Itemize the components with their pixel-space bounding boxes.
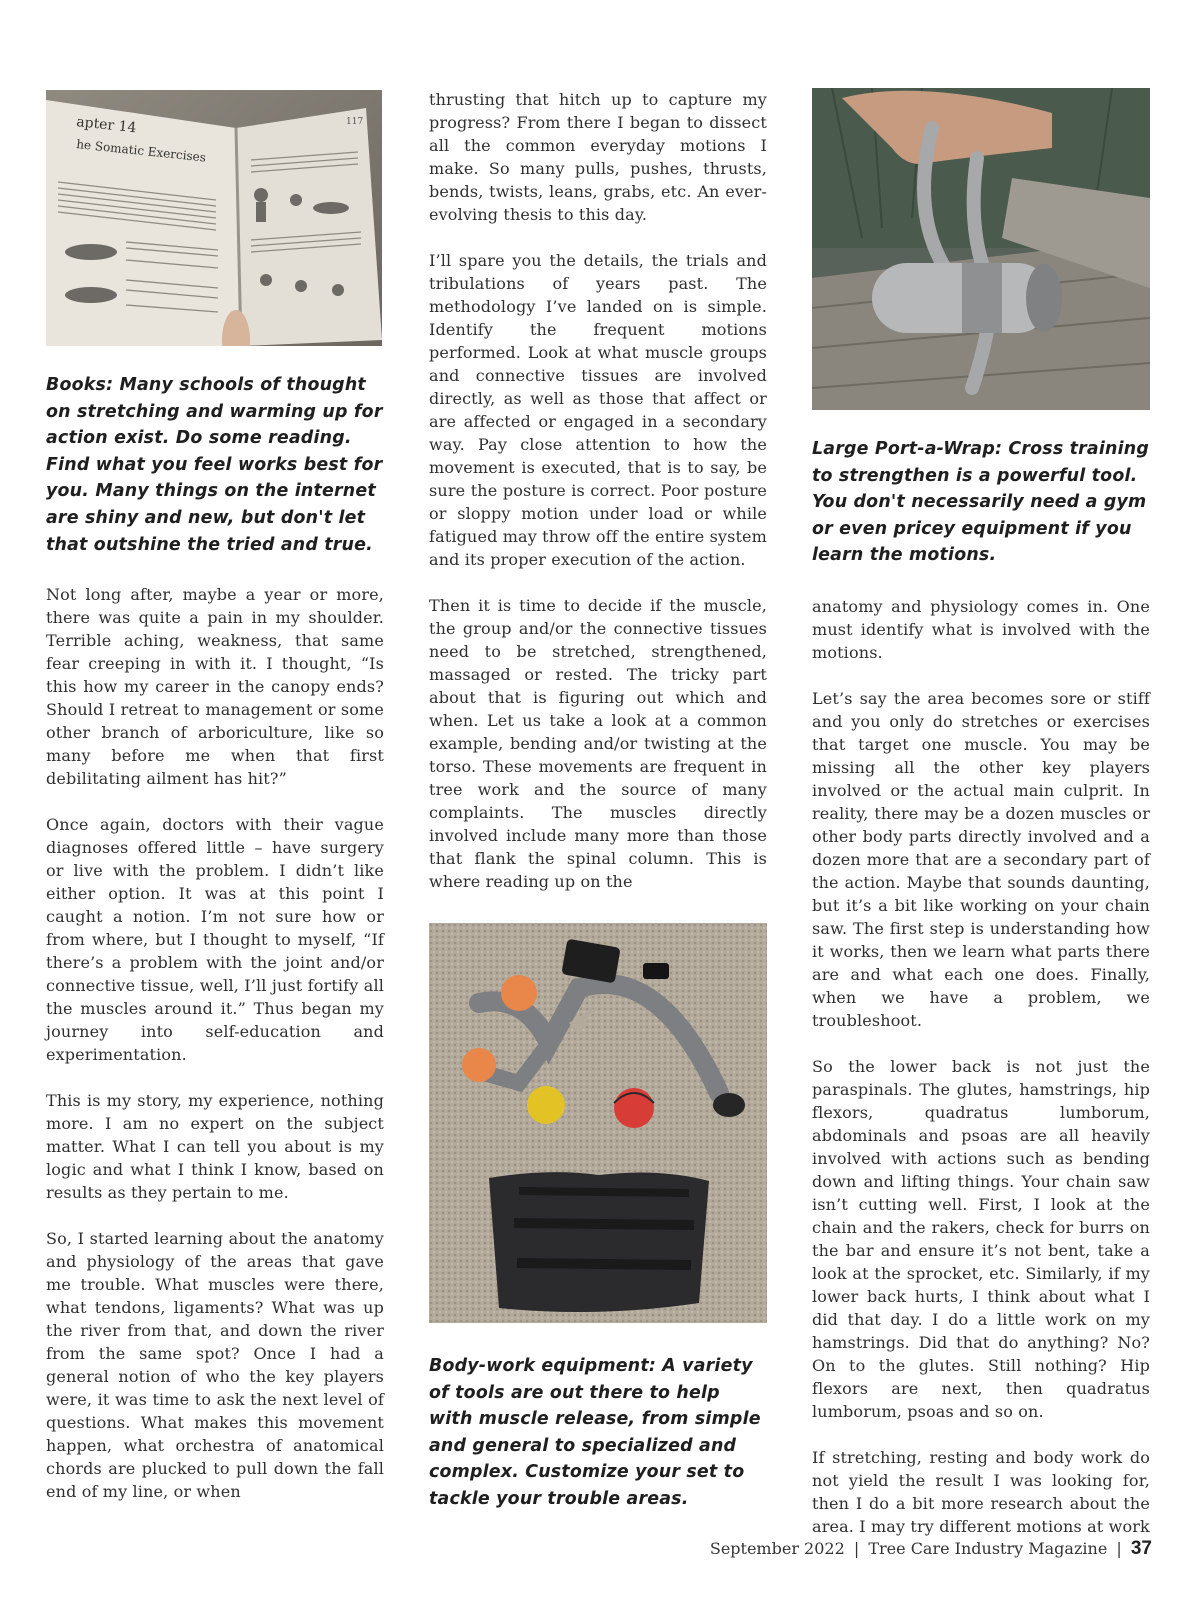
col2-paragraph-1: thrusting that hitch up to capture my progress? From there I began to dissect all the common everyday motions I make. So many pulls, pushes, thrusts, bends, twists, leans, grabs, etc. An ever-evolving thesis to this day. [429,90,767,224]
bodywork-photo [429,923,767,1323]
column-1 [46,90,384,1503]
bodywork-tools-image [429,923,767,1323]
books-caption: Books: Many schools of thought on stretching and warming up for action exist. Do some reading. Find what you feel works best for you. Many things on the internet are shiny and new, but don't let that outshine the tried and true. [46,375,383,555]
book-chapter-text: apter 14 [75,114,138,137]
footer-date: September 2022 [709,1539,845,1558]
page-footer [710,1538,1152,1560]
col1-paragraph-4: So, I started learning about the anatomy and physiology of the areas that gave me trouble. What muscles were there, what tendons, ligaments? What was up the river from that, and down the river from the same spot? Once I had a general notion of who the key players were, it was time to ask the next level of questions. What makes this movement happen, what orchestra of anatomical chords are plucked to pull down the fall end of my line, or when [46,1229,384,1502]
footer-separator: | [853,1539,860,1558]
books-photo [46,90,382,346]
port-a-wrap-caption: Large Port-a-Wrap: Cross training to strengthen is a powerful tool. You don't necessarily need a gym or even pricey equipment if you learn the motions. [812,439,1149,566]
col1-paragraph-2: Once again, doctors with their vague diagnoses offered little – have surgery or live with the problem. I didn’t like either option. It was at this point I caught a notion. I’m not sure how or from where, but I thought to myself, “If there’s a problem with the joint and/or connective tissue, well, I’ll just fortify all the muscles around it.” Thus began my journey into self-education and experimentation. [46,815,384,1065]
book-page-number: 117 [346,117,364,127]
col3-paragraph-2: Let’s say the area becomes sore or stiff and you only do stretches or exercises that target one muscle. You may be missing all the other key players involved or the actual main culprit. In reality, there may be a dozen muscles or other body parts directly involved and a dozen more that are a secondary part of the action. Maybe that sounds daunting, but it’s a bit like working on your chain saw. The first step is understanding how it works, then we learn what parts there are and what each one does. Finally, when we have a problem, we troubleshoot. [812,688,1150,1030]
col1-paragraph-1: Not long after, maybe a year or more, there was quite a pain in my shoulder. Terrible aching, weakness, that same fear creeping in with it. I thought, “Is this how my career in the canopy ends? Should I retreat to management or some other branch of arboriculture, like so many before me when that first debilitating ailment has hit?” [46,585,384,789]
col2-paragraph-3: Then it is time to decide if the muscle, the group and/or the connective tissues need to be stretched, strengthened, massaged or rested. The tricky part about that is figuring out which and when. Let us take a look at a common example, bending and/or twisting at the torso. These movements are frequent in tree work and the source of many complaints. The muscles directly involved include many more than those that flank the spinal column. This is where reading up on the [429,596,767,891]
col2-paragraph-2: I’ll spare you the details, the trials and tribulations of years past. The methodology I’ve landed on is simple. Identify the frequent motions performed. Look at what muscle groups and connective tissues are involved directly, as well as those that affect or are affected or engaged in a secondary way. Pay close attention to how the movement is executed, that is to say, be sure the posture is correct. Poor posture or sloppy motion under load or while fatigued may throw off the entire system and its proper execution of the action. [429,251,767,569]
open-book-image [46,90,382,346]
page-number: 37 [1130,1538,1152,1559]
book-title-text: he Somatic Exercises [75,137,207,165]
col3-paragraph-3: So the lower back is not just the paraspinals. The glutes, hamstrings, hip flexors, quadratus lumborum, abdominals and psoas are all heavily involved with actions such as bending down and lifting things. Your chain saw isn’t cutting well. First, I look at the chain and the rakers, check for burrs on the bar and ensure it’s not bent, take a look at the sprocket, etc. Similarly, if my lower back hurts, I think about what I did that day. I do a little work on my hamstrings. Did that do anything? No? On to the glutes. Still nothing? Hip flexors are next, then quadratus lumborum, psoas and so on. [812,1056,1150,1421]
port-a-wrap-photo [812,88,1150,410]
footer-magazine-name: Tree Care Industry Magazine [868,1539,1108,1558]
port-a-wrap-image [812,88,1150,410]
bodywork-caption: Body-work equipment: A variety of tools are out there to help with muscle release, from simple and general to specialized and complex. Customize your set to tackle your trouble areas. [429,1356,761,1509]
footer-separator-2: | [1116,1539,1122,1558]
column-2 [429,88,767,1513]
col1-paragraph-3: This is my story, my experience, nothing more. I am no expert on the subject matter. What I can tell you about is my logic and what I think I know, based on results as they pertain to me. [46,1091,384,1203]
col3-paragraph-1: anatomy and physiology comes in. One must identify what is involved with the motions. [812,596,1150,662]
col3-paragraph-4: If stretching, resting and body work do not yield the result I was looking for, then I do a bit more research about the area. I may try different motions at work [812,1447,1150,1536]
column-3 [812,88,1150,1538]
